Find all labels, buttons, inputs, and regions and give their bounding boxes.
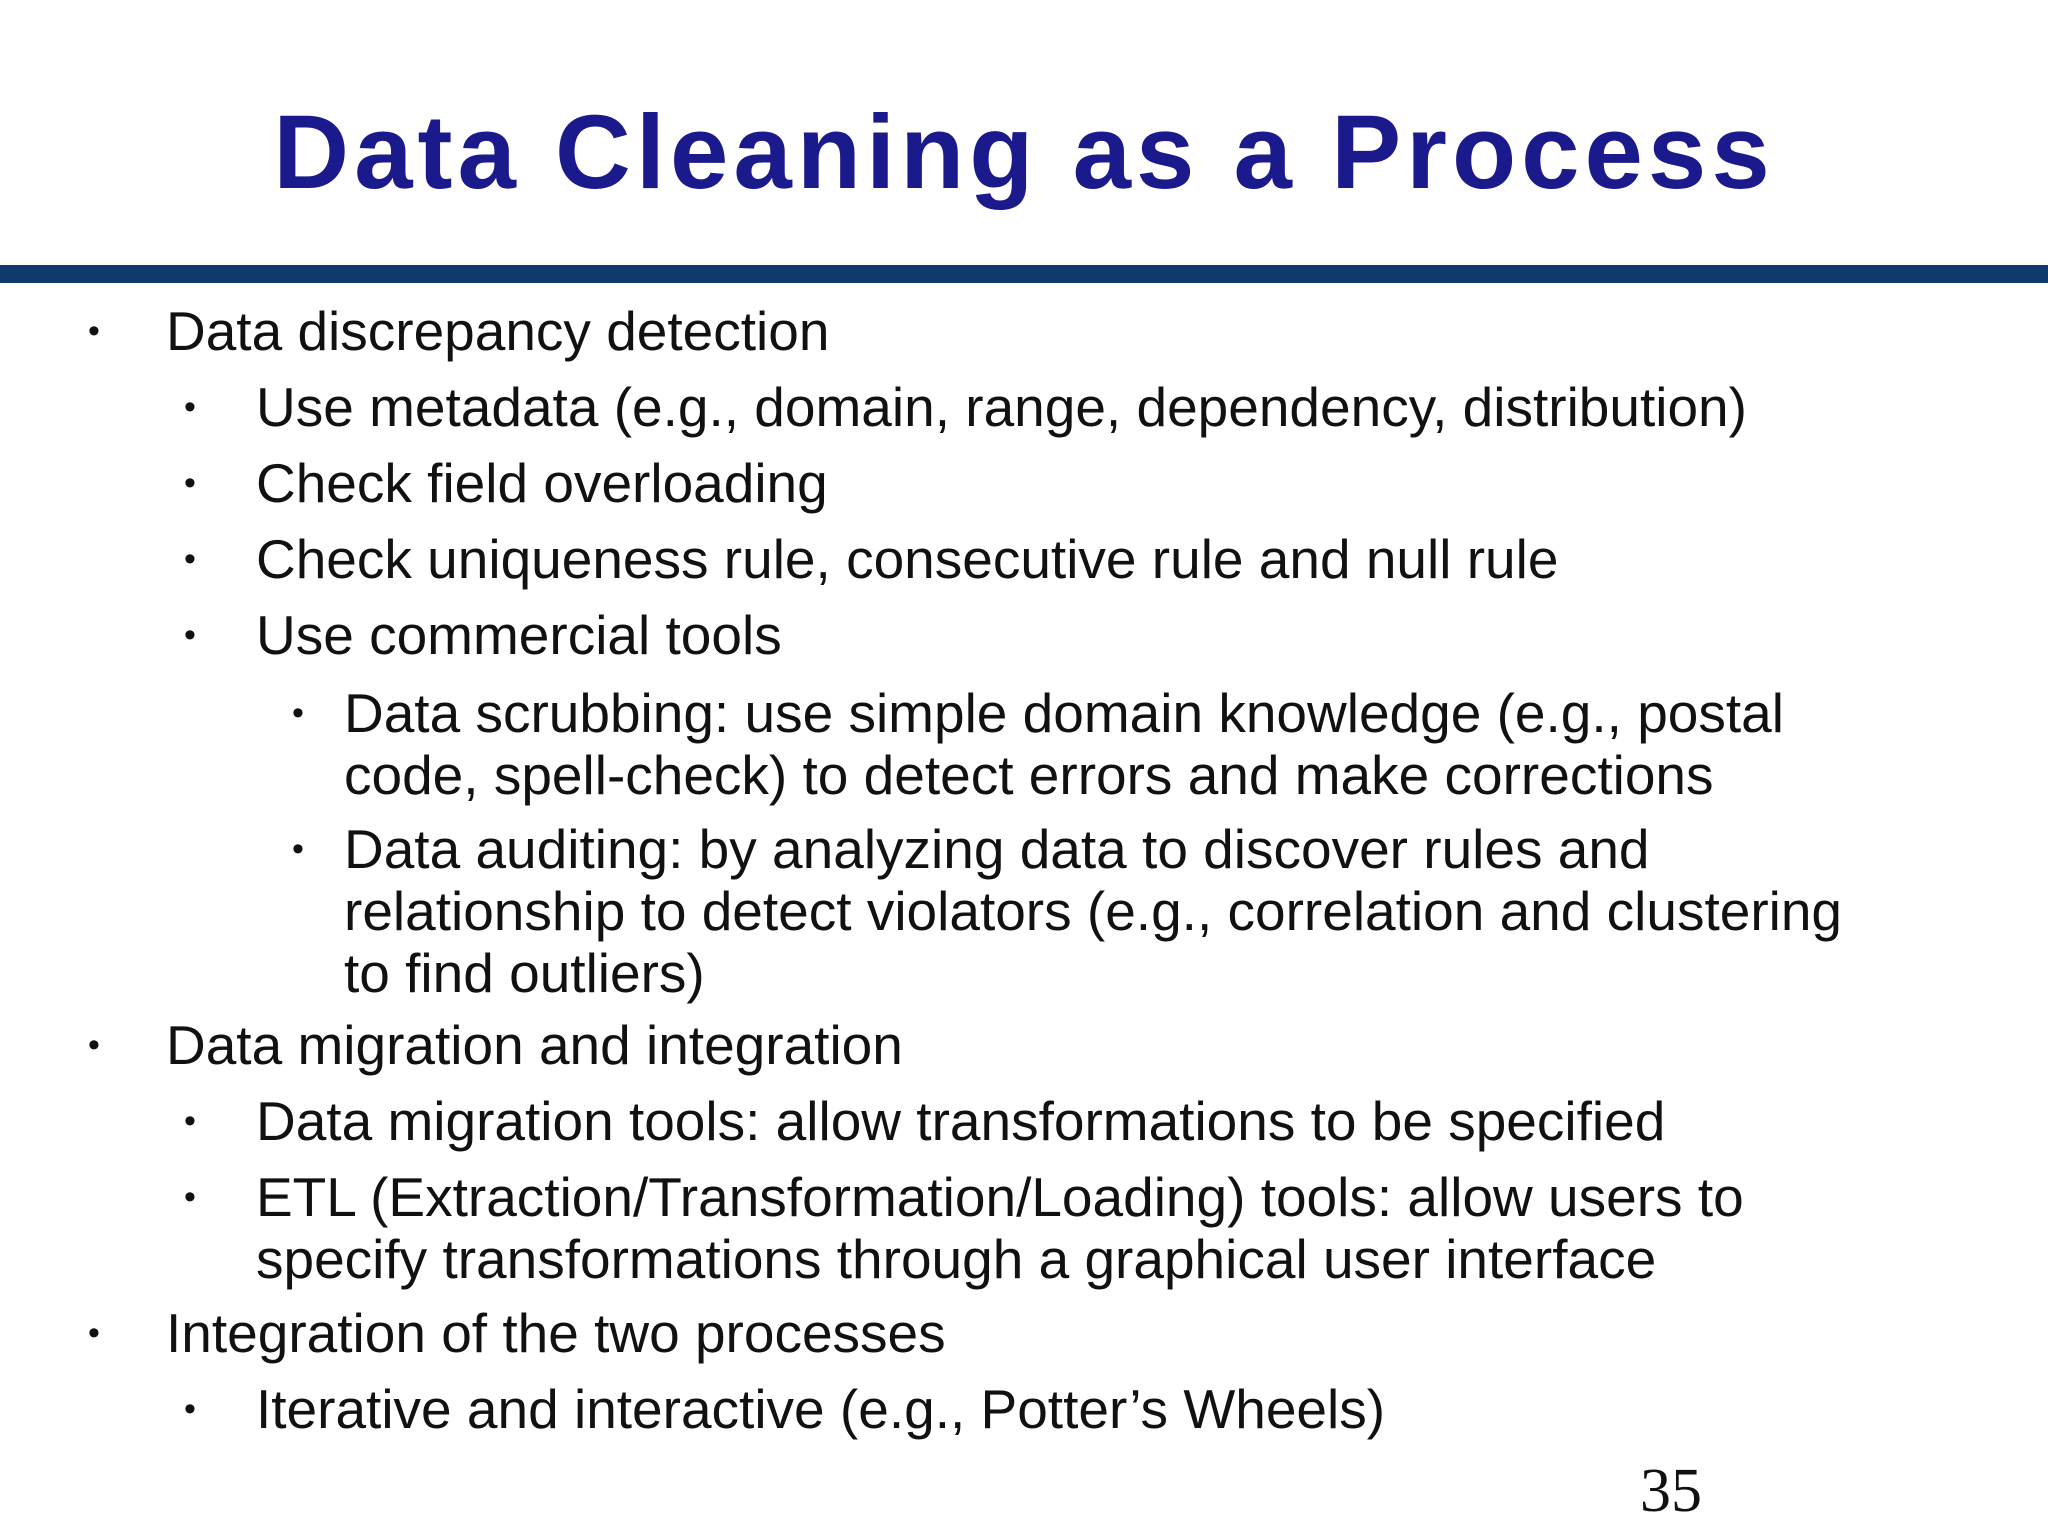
list-item-line: Integration of the two processes xyxy=(166,1302,946,1364)
list-item-line: Data auditing: by analyzing data to discover rules and xyxy=(344,818,1650,880)
bullet-marker: • xyxy=(88,312,100,350)
list-item-data-migration-tools xyxy=(256,1090,1665,1152)
list-item-line: Use metadata (e.g., domain, range, dependency, distribution) xyxy=(256,376,1747,438)
list-item-use-metadata xyxy=(256,376,1747,438)
bullet-marker: • xyxy=(184,464,196,502)
list-item-line: Data discrepancy detection xyxy=(166,300,830,362)
bullet-marker: • xyxy=(184,1102,196,1140)
list-item-iterative-and-interactive xyxy=(256,1378,1385,1440)
list-item-data-migration-and-integration xyxy=(166,1014,903,1076)
bullet-marker: • xyxy=(184,616,196,654)
list-item-line: ETL (Extraction/Transformation/Loading) tools: allow users to xyxy=(256,1166,1744,1228)
list-item-check-uniqueness-rule xyxy=(256,528,1558,590)
list-item-etl-tools xyxy=(256,1166,1744,1290)
list-item-line: relationship to detect violators (e.g., correlation and clustering xyxy=(344,880,1843,942)
list-item-line: specify transformations through a graphical user interface xyxy=(256,1228,1657,1290)
page-number: 35 xyxy=(1640,1457,1702,1525)
list-item-line: code, spell-check) to detect errors and make corrections xyxy=(344,744,1714,806)
list-item-line: Data scrubbing: use simple domain knowledge (e.g., postal xyxy=(344,682,1784,744)
list-item-check-field-overloading xyxy=(256,452,828,514)
bullet-marker: • xyxy=(292,694,304,732)
bullet-marker: • xyxy=(184,388,196,426)
list-item-line: Use commercial tools xyxy=(256,604,782,666)
bullet-marker: • xyxy=(88,1314,100,1352)
bullet-marker: • xyxy=(184,540,196,578)
list-item-line: to find outliers) xyxy=(344,942,705,1004)
list-item-line: Data migration and integration xyxy=(166,1014,903,1076)
list-item-line: Check field overloading xyxy=(256,452,828,514)
list-item-use-commercial-tools xyxy=(256,604,782,666)
bullet-marker: • xyxy=(88,1026,100,1064)
list-item-integration-of-two-processes xyxy=(166,1302,946,1364)
list-item-line: Iterative and interactive (e.g., Potter’s Wheels) xyxy=(256,1378,1386,1440)
slide-title: Data Cleaning as a Process xyxy=(273,94,1775,211)
list-item-data-scrubbing xyxy=(344,682,1784,806)
list-item-data-discrepancy-detection xyxy=(166,300,829,362)
list-item-line: Check uniqueness rule, consecutive rule and null rule xyxy=(256,528,1559,590)
list-item-line: Data migration tools: allow transformations to be specified xyxy=(256,1090,1666,1152)
bullet-marker: • xyxy=(184,1178,196,1216)
bullet-marker: • xyxy=(292,830,304,868)
bullet-marker: • xyxy=(184,1390,196,1428)
list-item-data-auditing xyxy=(344,818,1842,1004)
